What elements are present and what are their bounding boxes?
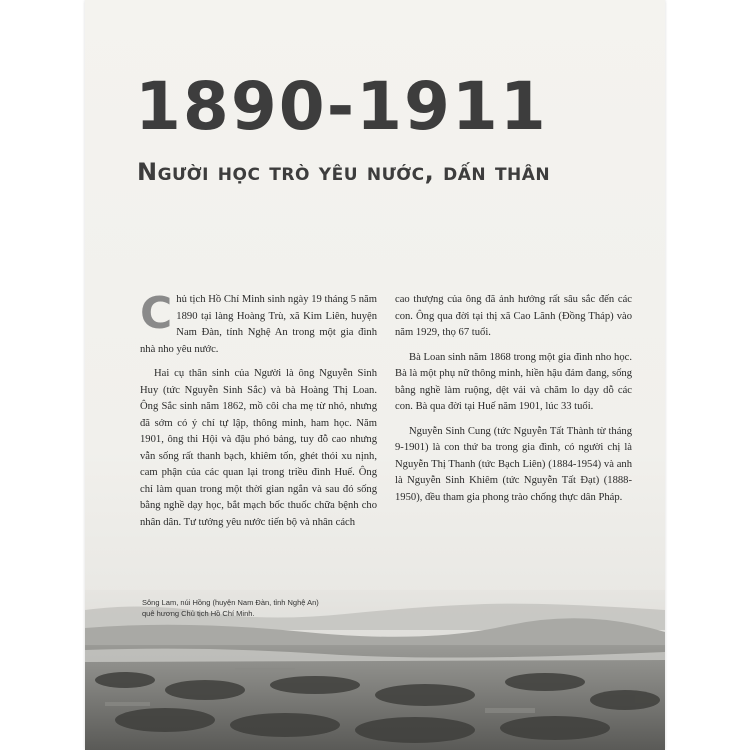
text-column-right	[395, 292, 632, 514]
chapter-subtitle-text: Người học trò yêu nước, dấn thân	[137, 158, 551, 186]
drop-cap: C	[140, 288, 173, 339]
paragraph	[140, 288, 377, 358]
paragraph: Bà Loan sinh năm 1868 trong một gia đình nho học. Bà là một phụ nữ thông minh, hiền hậu đảm đang, sống bằng nghề làm ruộng, dệt vải và chăm lo dạy dỗ các con. Bà qua đời tại Huế năm 1901, lúc 33 tuổi.	[395, 351, 632, 412]
photo-caption	[142, 597, 372, 619]
caption-line: quê hương Chủ tịch Hồ Chí Minh.	[142, 609, 255, 618]
paragraph: cao thượng của ông đã ảnh hưởng rất sâu sắc đến các con. Ông qua đời tại thị xã Cao Lãnh (Đồng Tháp) vào năm 1929, thọ 67 tuổi.	[395, 294, 632, 338]
chapter-year-title: 1890-1911	[135, 68, 548, 145]
text-column-left	[140, 288, 377, 539]
paragraph: Hai cụ thân sinh của Người là ông Nguyễn Sinh Huy (tức Nguyễn Sinh Sắc) và bà Hoàng Thị Loan. Ông Sắc sinh năm 1862, mồ côi cha mẹ từ nhỏ, nhưng đã sớm có ý chí tự lập, thông minh, ham học. Năm 1901, ông thi Hội và đậu phó bảng, tuy đỗ cao nhưng vẫn sống rất thanh bạch, khiêm tốn, ghét thói xu nịnh, cam phận của các quan lại trong triều đình Huế. Ông chỉ làm quan trong một thời gian ngắn và sau đó sống bằng nghề dạy học, bắt mạch bốc thuốc chữa bệnh cho nhân dân. Tư tưởng yêu nước tiến bộ và nhân cách	[140, 368, 377, 528]
paragraph: Nguyễn Sinh Cung (tức Nguyễn Tất Thành từ tháng 9-1901) là con thứ ba trong gia đình, có người chị là Nguyễn Thị Thanh (tức Bạch Liên) (1884-1954) và anh là Nguyễn Sinh Khiêm (tức Nguyễn Tất Đạt) (1888-1950), đều tham gia phong trào chống thực dân Pháp.	[395, 425, 632, 503]
chapter-subtitle	[137, 158, 550, 186]
paragraph-text: hủ tịch Hồ Chí Minh sinh ngày 19 tháng 5 năm 1890 tại làng Hoàng Trù, xã Kim Liên, huyện Nam Đàn, tỉnh Nghệ An trong một gia đình nhà nho yêu nước.	[140, 294, 377, 355]
book-page	[85, 0, 665, 750]
caption-line: Sông Lam, núi Hồng (huyện Nam Đàn, tỉnh Nghệ An)	[142, 598, 319, 607]
